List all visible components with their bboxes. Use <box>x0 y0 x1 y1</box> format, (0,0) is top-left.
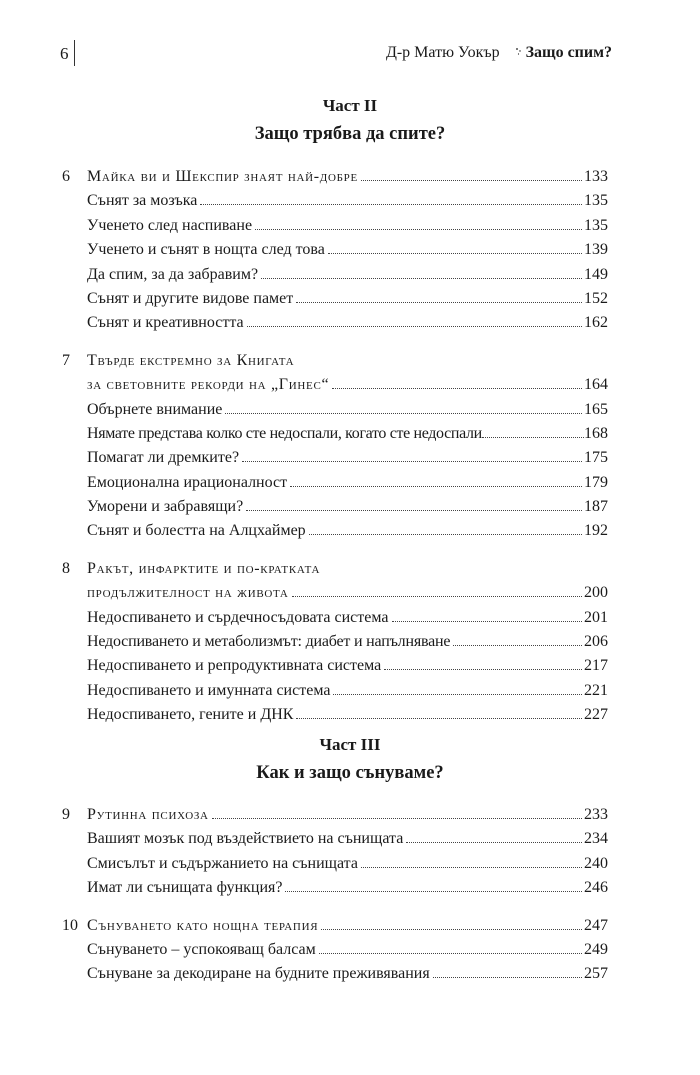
dot-leader <box>242 461 582 462</box>
dot-leader <box>332 388 582 389</box>
part-title: Защо трябва да спите? <box>254 124 446 144</box>
toc-entry[interactable] <box>62 654 608 678</box>
page-ref: 240 <box>584 854 608 872</box>
section-title: Недоспиването и репродуктивната система <box>87 657 382 675</box>
chapter-9 <box>62 803 608 901</box>
dot-leader <box>319 953 582 954</box>
book-title: Защо спим? <box>525 44 612 61</box>
toc-entry[interactable] <box>62 398 608 422</box>
section-title: Недоспиването и метаболизмът: диабет и напълняване <box>87 633 451 651</box>
dot-leader <box>247 326 582 327</box>
chapter-number: 6 <box>62 168 70 185</box>
chapter-10 <box>62 914 608 987</box>
section-title: Сънят за мозъка <box>87 192 198 210</box>
page-ref: 152 <box>584 289 608 307</box>
dot-leader <box>309 534 582 535</box>
toc-entry[interactable] <box>62 606 608 630</box>
running-head <box>386 44 612 62</box>
page-ref: 249 <box>584 940 608 958</box>
section-title: Сънят и креативността <box>87 314 244 332</box>
moon-icon <box>504 45 522 61</box>
part-heading-2 <box>0 96 700 145</box>
dot-leader <box>246 510 582 511</box>
toc-entry[interactable] <box>62 311 608 335</box>
section-title: Да спим, за да забравим? <box>87 265 259 283</box>
toc-entry[interactable] <box>62 287 608 311</box>
toc-entry[interactable] <box>62 803 608 827</box>
toc-entry[interactable] <box>62 263 608 287</box>
section-title: Недоспиването, гените и ДНК <box>87 706 294 724</box>
dot-leader <box>290 486 582 487</box>
dot-leader <box>361 867 582 868</box>
page-ref: 133 <box>584 168 608 185</box>
page-ref: 217 <box>584 657 608 675</box>
toc-part-3 <box>62 803 608 1000</box>
chapter-title-line <box>62 349 608 373</box>
part-heading-3 <box>0 735 700 784</box>
page-number: 6 <box>60 44 69 63</box>
section-title: Уморени и забравящи? <box>87 498 244 516</box>
toc-entry[interactable] <box>62 422 608 446</box>
dot-leader <box>406 842 582 843</box>
chapter-title: Рутинна психоза <box>87 806 209 823</box>
dot-leader <box>328 253 582 254</box>
toc-entry[interactable] <box>62 827 608 851</box>
page-ref: 206 <box>584 633 608 651</box>
page-ref: 179 <box>584 473 608 491</box>
toc-entry[interactable] <box>62 938 608 962</box>
section-title: Ученето след наспиване <box>87 216 253 234</box>
section-title: Имат ли сънищата функция? <box>87 879 283 897</box>
dot-leader <box>212 818 582 819</box>
page-ref: 162 <box>584 314 608 332</box>
dot-leader <box>200 204 582 205</box>
chapter-title: продължителност на живота <box>87 584 289 602</box>
page-ref: 192 <box>584 522 608 540</box>
page-ref: 200 <box>584 584 608 602</box>
part-label: Част III <box>319 735 381 754</box>
page-ref: 149 <box>584 265 608 283</box>
dot-leader <box>225 413 582 414</box>
section-title: Сънуването – успокояващ балсам <box>87 940 316 958</box>
dot-leader <box>453 645 582 646</box>
chapter-title: Майка ви и Шекспир знаят най-добре <box>87 168 358 185</box>
chapter-number: 10 <box>62 916 78 934</box>
toc-entry[interactable] <box>62 703 608 727</box>
chapter-title: за световните рекорди на „Гинес“ <box>87 376 330 394</box>
toc-entry[interactable] <box>62 214 608 238</box>
dot-leader <box>321 929 582 930</box>
dot-leader <box>292 596 582 597</box>
page-ref: 227 <box>584 706 608 724</box>
part-title: Как и защо сънуваме? <box>256 763 444 783</box>
page-ref: 247 <box>584 916 608 934</box>
chapter-6 <box>62 165 608 336</box>
page-ref: 165 <box>584 400 608 418</box>
toc-entry[interactable] <box>62 471 608 495</box>
toc-entry[interactable] <box>62 914 608 938</box>
dot-leader <box>384 669 582 670</box>
toc-entry[interactable] <box>62 373 608 397</box>
section-title: Нямате представа колко сте недоспали, когато сте недоспали <box>87 424 482 442</box>
dot-leader <box>392 621 583 622</box>
page-ref: 135 <box>584 192 608 210</box>
chapter-number: 7 <box>62 351 70 369</box>
chapter-number: 8 <box>62 559 70 577</box>
section-title: Помагат ли дремките? <box>87 449 240 467</box>
page-ref: 168 <box>584 424 608 442</box>
toc-entry[interactable] <box>62 852 608 876</box>
dot-leader <box>361 180 582 181</box>
section-title: Недоспиването и имунната система <box>87 681 331 699</box>
page-ref: 234 <box>584 830 608 848</box>
page-ref: 187 <box>584 498 608 516</box>
toc-entry[interactable] <box>62 630 608 654</box>
section-title: Смисълът и съдържанието на сънищата <box>87 854 358 872</box>
dot-leader <box>261 278 582 279</box>
chapter-title-line1: Ракът, инфарктите и по-кратката <box>87 559 321 577</box>
section-title: Сънуване за декодиране на будните преживявания <box>87 965 430 983</box>
toc-entry[interactable] <box>62 581 608 605</box>
toc-entry[interactable] <box>62 519 608 543</box>
dot-leader <box>296 718 582 719</box>
dot-leader <box>482 437 584 438</box>
section-title: Вашият мозък под въздействието на сънищата <box>87 830 404 848</box>
section-title: Емоционална ирационалност <box>87 473 288 491</box>
page-ref: 135 <box>584 216 608 234</box>
page-ref: 164 <box>584 376 608 394</box>
author-name: Д-р Матю Уокър <box>385 44 500 61</box>
toc-part-2 <box>62 165 608 741</box>
chapter-title-line <box>62 557 608 581</box>
dot-leader <box>333 694 582 695</box>
toc-entry[interactable] <box>62 962 608 986</box>
chapter-8 <box>62 557 608 728</box>
toc-entry[interactable] <box>62 679 608 703</box>
chapter-7 <box>62 349 608 544</box>
dot-leader <box>285 891 582 892</box>
page-ref: 175 <box>584 449 608 467</box>
page-ref: 233 <box>584 806 608 823</box>
section-title: Обърнете внимание <box>87 400 223 418</box>
section-title: Сънят и другите видове памет <box>87 289 294 307</box>
section-title: Сънят и болестта на Алцхаймер <box>87 522 306 540</box>
running-header <box>60 44 612 70</box>
section-title: Недоспиването и сърдечносъдовата система <box>87 608 389 626</box>
dot-leader <box>296 302 582 303</box>
toc-entry[interactable] <box>62 189 608 213</box>
section-title: Ученето и сънят в нощта след това <box>87 241 325 259</box>
page-ref: 246 <box>584 879 608 897</box>
chapter-title: Сънуването като нощна терапия <box>87 916 319 934</box>
part-label: Част II <box>322 96 378 115</box>
toc-entry[interactable] <box>62 238 608 262</box>
dot-leader <box>255 229 582 230</box>
page-ref: 221 <box>584 681 608 699</box>
chapter-number: 9 <box>62 806 70 823</box>
page-ref: 257 <box>584 965 608 983</box>
toc-entry[interactable] <box>62 165 608 189</box>
page-ref: 201 <box>584 608 608 626</box>
page-ref: 139 <box>584 241 608 259</box>
chapter-title-line1: Твърде екстремно за Книгата <box>87 351 295 369</box>
toc-entry[interactable] <box>62 495 608 519</box>
dot-leader <box>433 977 582 978</box>
toc-entry[interactable] <box>62 446 608 470</box>
toc-entry[interactable] <box>62 876 608 900</box>
